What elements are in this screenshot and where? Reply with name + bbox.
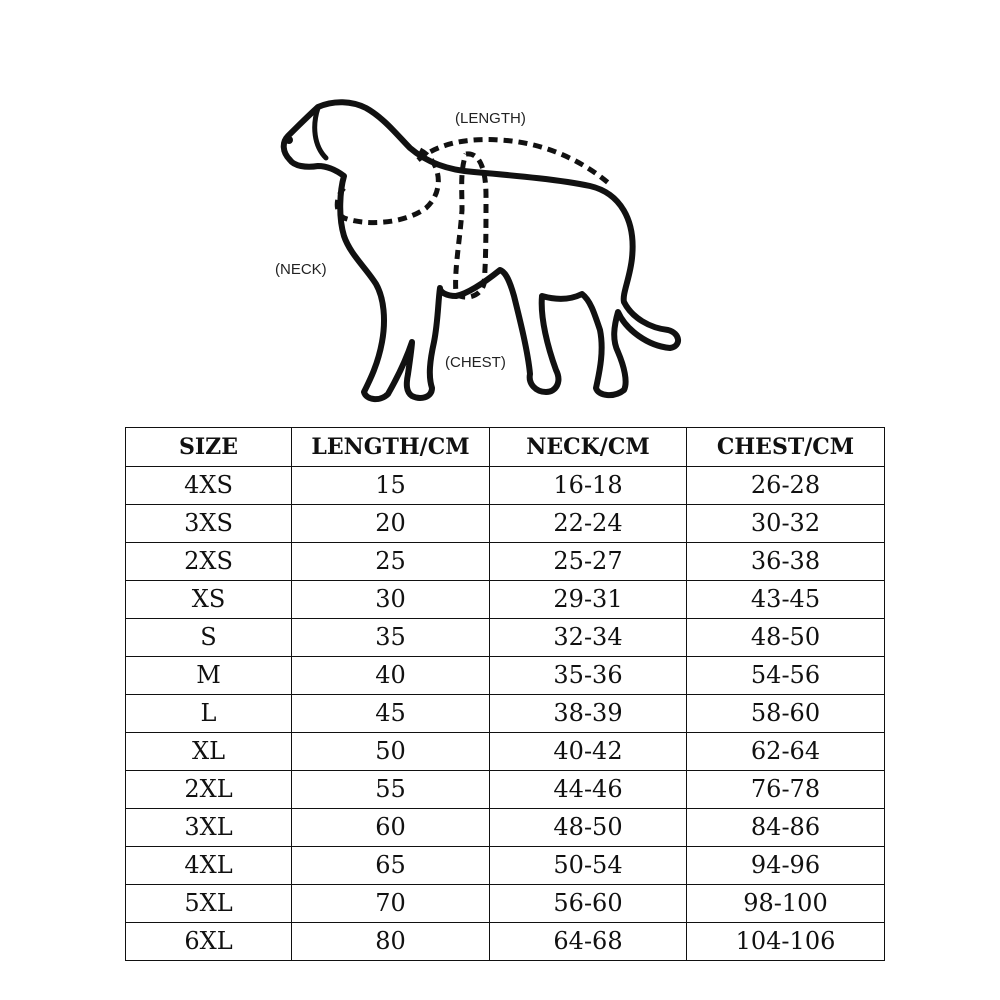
cell-length: 70 <box>292 885 490 923</box>
neck-measure-line <box>337 150 438 223</box>
cell-chest: 26-28 <box>687 467 885 505</box>
cell-size: 4XL <box>126 847 292 885</box>
cell-chest: 48-50 <box>687 619 885 657</box>
cell-length: 55 <box>292 771 490 809</box>
table-row <box>126 923 885 961</box>
table-row <box>126 581 885 619</box>
cell-length: 45 <box>292 695 490 733</box>
cell-size: 6XL <box>126 923 292 961</box>
cell-neck: 32-34 <box>490 619 687 657</box>
chest-label: (CHEST) <box>445 354 506 371</box>
cell-length: 65 <box>292 847 490 885</box>
cell-size: 2XL <box>126 771 292 809</box>
cell-chest: 43-45 <box>687 581 885 619</box>
cell-size: 4XS <box>126 467 292 505</box>
cell-neck: 22-24 <box>490 505 687 543</box>
cell-chest: 58-60 <box>687 695 885 733</box>
cell-neck: 38-39 <box>490 695 687 733</box>
cell-length: 20 <box>292 505 490 543</box>
cell-size: XL <box>126 733 292 771</box>
length-measure-line <box>418 140 612 186</box>
cell-size: 2XS <box>126 543 292 581</box>
dog-nose <box>285 136 293 144</box>
table-header-row <box>126 428 885 467</box>
dog-measurement-diagram <box>0 0 1000 420</box>
cell-chest: 30-32 <box>687 505 885 543</box>
table-row <box>126 847 885 885</box>
cell-size: S <box>126 619 292 657</box>
cell-chest: 36-38 <box>687 543 885 581</box>
cell-neck: 56-60 <box>490 885 687 923</box>
cell-neck: 50-54 <box>490 847 687 885</box>
cell-length: 35 <box>292 619 490 657</box>
table-row <box>126 467 885 505</box>
cell-neck: 40-42 <box>490 733 687 771</box>
cell-length: 30 <box>292 581 490 619</box>
header-length: LENGTH/CM <box>292 428 490 467</box>
cell-chest: 98-100 <box>687 885 885 923</box>
table-row <box>126 657 885 695</box>
cell-neck: 16-18 <box>490 467 687 505</box>
table-row <box>126 505 885 543</box>
cell-neck: 25-27 <box>490 543 687 581</box>
cell-length: 15 <box>292 467 490 505</box>
cell-size: M <box>126 657 292 695</box>
header-size: SIZE <box>126 428 292 467</box>
cell-neck: 48-50 <box>490 809 687 847</box>
table-row <box>126 695 885 733</box>
table-row <box>126 619 885 657</box>
cell-neck: 29-31 <box>490 581 687 619</box>
cell-size: 3XS <box>126 505 292 543</box>
table-row <box>126 543 885 581</box>
cell-neck: 44-46 <box>490 771 687 809</box>
cell-length: 50 <box>292 733 490 771</box>
table-row <box>126 885 885 923</box>
table-row <box>126 733 885 771</box>
cell-length: 60 <box>292 809 490 847</box>
cell-chest: 54-56 <box>687 657 885 695</box>
cell-size: XS <box>126 581 292 619</box>
cell-length: 40 <box>292 657 490 695</box>
cell-chest: 104-106 <box>687 923 885 961</box>
table-row <box>126 809 885 847</box>
cell-size: L <box>126 695 292 733</box>
cell-chest: 62-64 <box>687 733 885 771</box>
cell-length: 25 <box>292 543 490 581</box>
cell-neck: 35-36 <box>490 657 687 695</box>
cell-chest: 94-96 <box>687 847 885 885</box>
header-chest: CHEST/CM <box>687 428 885 467</box>
cell-size: 5XL <box>126 885 292 923</box>
cell-neck: 64-68 <box>490 923 687 961</box>
header-neck: NECK/CM <box>490 428 687 467</box>
neck-label: (NECK) <box>275 261 327 278</box>
cell-chest: 76-78 <box>687 771 885 809</box>
size-chart-table <box>125 427 885 961</box>
table-row <box>126 771 885 809</box>
dog-ear <box>315 108 326 158</box>
cell-chest: 84-86 <box>687 809 885 847</box>
cell-size: 3XL <box>126 809 292 847</box>
length-label: (LENGTH) <box>455 110 526 127</box>
cell-length: 80 <box>292 923 490 961</box>
